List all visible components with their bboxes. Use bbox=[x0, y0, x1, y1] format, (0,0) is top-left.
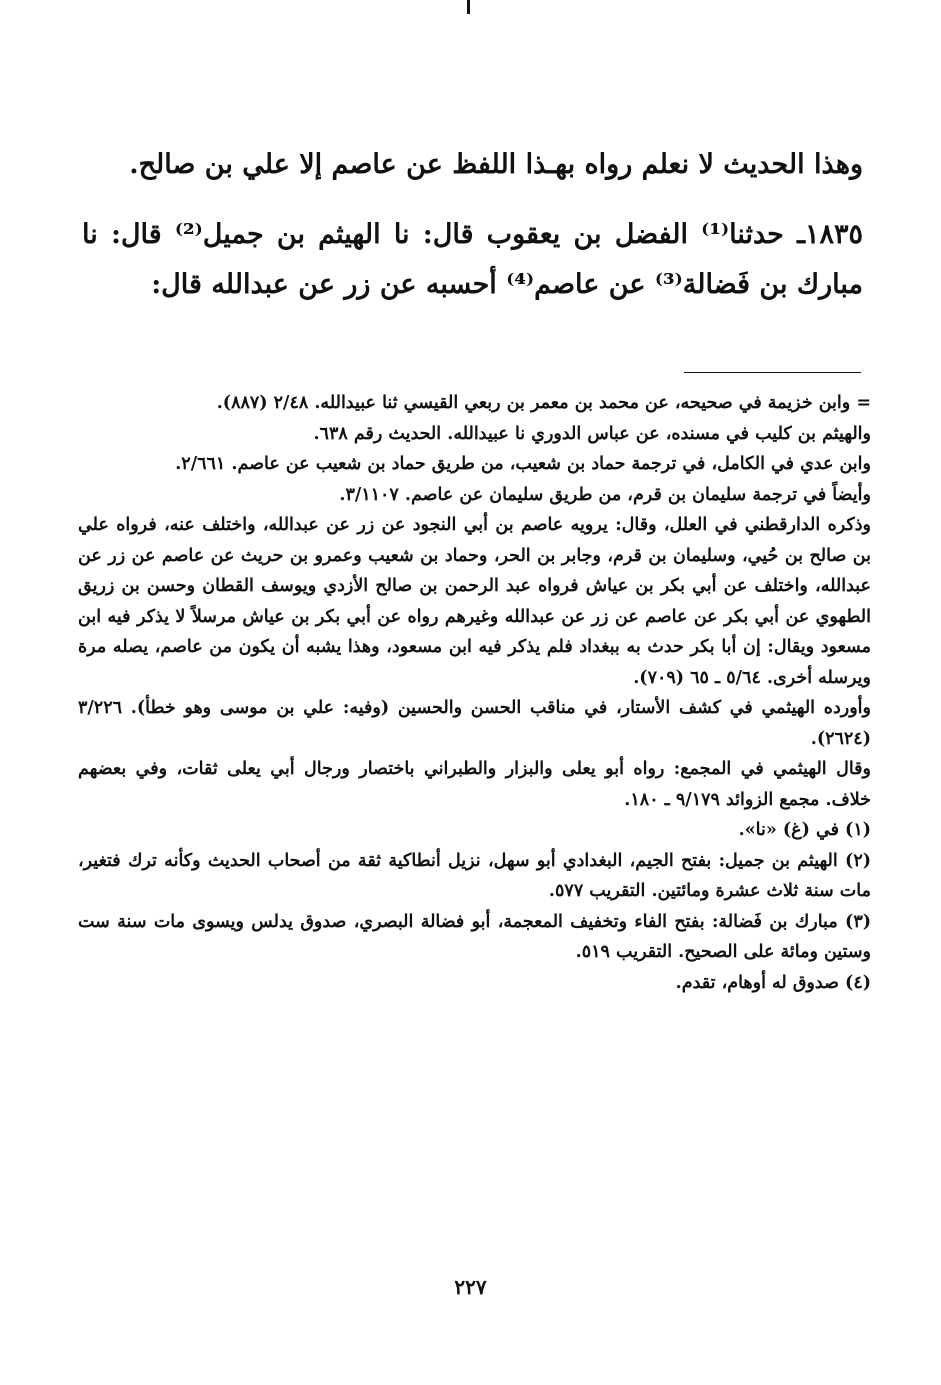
note-paragraph: وأورده الهيثمي في كشف الأستار، في مناقب الحسن والحسين (وفيه: علي بن موسى وهو خطأ). ٣/٢٢٦ (٢٦٢٤). bbox=[78, 698, 871, 749]
note-paragraph: وأيضاً في ترجمة سليمان بن قرم، من طريق سليمان عن عاصم. ٣/١١٠٧. bbox=[339, 484, 871, 505]
main-text bbox=[82, 140, 863, 310]
footnote-2: (٢) الهيثم بن جميل: بفتح الجيم، البغدادي أبو سهل، نزيل أنطاكية ثقة من أصحاب الحديث وكأنه ترك فتغير، مات سنة ثلاث عشرة ومائتين. التقريب ٥٧٧. bbox=[78, 850, 871, 901]
main-paragraph: وهذا الحديث لا نعلم رواه بهـذا اللفظ عن عاصم إلا علي بن صالح. bbox=[129, 149, 863, 180]
footnote-3: (٣) مبارك بن فَضالة: بفتح الفاء وتخفيف المعجمة، أبو فضالة البصري، صدوق يدلس ويسوى مات سنة ست وستين ومائة على الصحيح. التقريب ٥١٩. bbox=[78, 911, 871, 962]
scan-mark bbox=[467, 0, 470, 14]
notes-section bbox=[78, 388, 871, 998]
note-paragraph: وقال الهيثمي في المجمع: رواه أبو يعلى والبزار والطبراني باختصار ورجال أبي يعلى ثقات، وفي بعضهم خلاف. مجمع الزوائد ٩/١٧٩ ـ ١٨٠. bbox=[78, 759, 871, 810]
hadith-number: ١٨٣٥ bbox=[804, 219, 863, 250]
hadith-text: ـ حدثنا⁽¹⁾ الفضل بن يعقوب قال: نا الهيثم بن جميل⁽²⁾ قال: نا مبارك بن فَضالة⁽³⁾ عن عاصم⁽⁴⁾ أحسبه عن زر عن عبدالله قال: bbox=[82, 219, 863, 300]
note-paragraph: والهيثم بن كليب في مسنده، عن عباس الدوري نا عبيدالله. الحديث رقم ٦٣٨. bbox=[313, 423, 871, 444]
footnote-1: (١) في (غ) «نا». bbox=[738, 820, 871, 840]
footnote-4: (٤) صدوق له أوهام، تقدم. bbox=[675, 972, 871, 993]
footnote-separator bbox=[684, 372, 861, 373]
note-paragraph: وابن عدي في الكامل، في ترجمة حماد بن شعيب، من طريق حماد بن شعيب عن عاصم. ٢/٦٦١. bbox=[175, 454, 871, 474]
note-paragraph: وذكره الدارقطني في العلل، وقال: يرويه عاصم بن أبي النجود عن زر عن عبدالله، واختلف عنه، فرواه علي بن صالح بن حُيي، وسليمان بن قرم، وجابر بن الحر، وحماد بن شعيب وعمرو بن حريث عن عاصم عن زر عن عبدالله، واختلف عن أبي بكر بن عياش فرواه عبد الرحمن بن صالح الأزدي ويوسف القطان وحسن بن زريق الطهوي عن أبي بكر عن عاصم عن زر عن عبدالله وغيرهم رواه عن أبي بكر بن عياش مرسلاً لا يذكر فيه ابن مسعود ويقال: إن أبا بكر حدث به ببغداد فلم يذكر فيه ابن مسعود، وهذا يشبه أن يكون من عاصم، يصله مرة ويرسله أخرى. ٥/٦٤ ـ ٦٥ (٧٠٩). bbox=[78, 515, 871, 688]
page-number: ٢٢٧ bbox=[454, 1275, 487, 1299]
hadith-paragraph bbox=[82, 210, 863, 310]
note-paragraph: = وابن خزيمة في صحيحه، عن محمد بن معمر بن ربعي القيسي ثنا عبيدالله. ٢/٤٨ (٨٨٧). bbox=[216, 393, 871, 413]
